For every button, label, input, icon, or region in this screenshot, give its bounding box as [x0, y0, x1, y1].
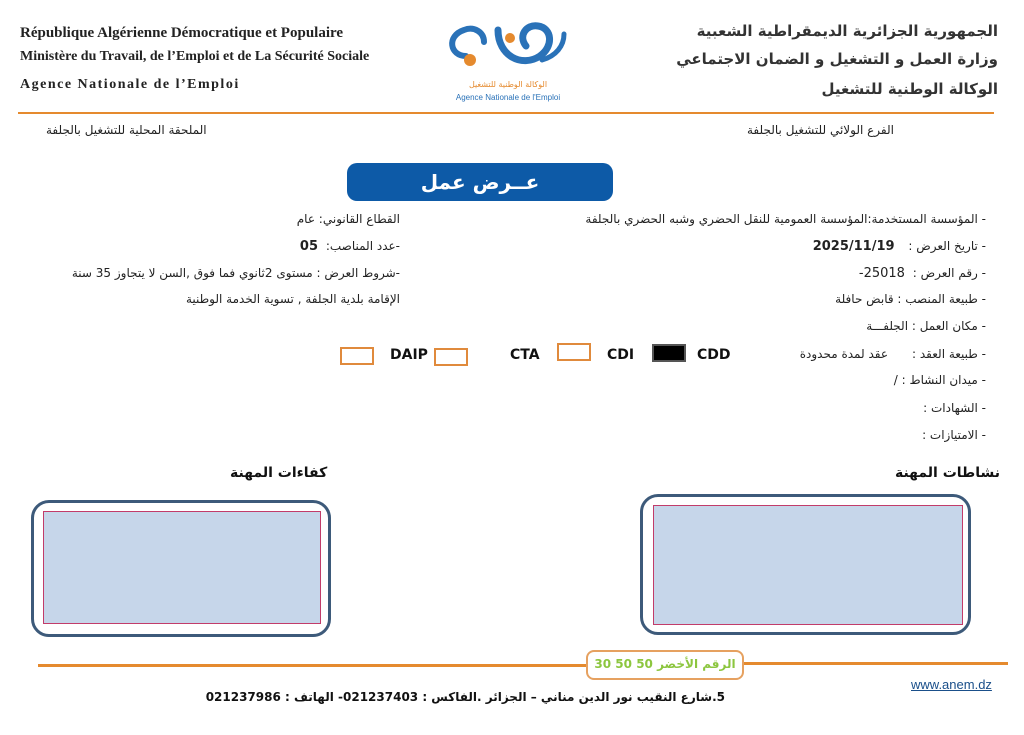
- green-number-badge: الرقم الأخضر 50 50 30: [586, 650, 744, 680]
- offer-number-label: - رقم العرض :: [912, 266, 986, 280]
- field-certificates: - الشهادات :: [923, 401, 986, 415]
- subheader-left: الملحقة المحلية للتشغيل بالجلفة: [46, 123, 207, 137]
- activities-title: نشاطات المهنة: [894, 465, 1000, 481]
- contract-label-cdd: CDD: [697, 347, 731, 363]
- field-offer-date: [813, 239, 986, 254]
- skills-title: كفاءات المهنة: [230, 465, 328, 481]
- field-contract-nature: - طبيعة العقد :: [912, 347, 986, 361]
- checkbox-cta[interactable]: [434, 348, 468, 366]
- header-ar-line3: الوكالة الوطنية للتشغيل: [821, 80, 998, 98]
- field-conditions-line2: الإقامة بلدية الجلفة , تسوية الخدمة الوطنية: [185, 292, 400, 306]
- offer-number-value: 25018-: [858, 266, 905, 281]
- checkbox-daip[interactable]: [340, 347, 374, 365]
- website-link[interactable]: www.anem.dz: [911, 677, 992, 692]
- header-fr-line2: Ministère du Travail, de l’Emploi et de La Sécurité Sociale: [20, 49, 370, 64]
- field-positions: [300, 239, 400, 254]
- footer-rule-left: [38, 664, 586, 667]
- field-work-place: - مكان العمل : الجلفـــة: [866, 319, 986, 333]
- subheader-right: الفرع الولائي للتشغيل بالجلفة: [747, 123, 894, 137]
- activities-panel-content[interactable]: [653, 505, 963, 625]
- offer-date-value: 2025/11/19: [812, 239, 895, 254]
- field-offer-number: [859, 266, 986, 281]
- offer-title-banner: عــرض عمل: [347, 163, 613, 201]
- header-fr-line3: Agence Nationale de l’Emploi: [20, 77, 240, 92]
- logo-ar-text: الوكالة الوطنية للتشغيل: [468, 80, 548, 89]
- field-privileges: - الامتيازات :: [922, 428, 986, 442]
- contract-label-daip: DAIP: [390, 347, 428, 363]
- field-legal-sector: القطاع القانوني: عام: [296, 212, 400, 226]
- field-activity: - ميدان النشاط : /: [893, 373, 986, 387]
- logo-mark-icon: [440, 16, 575, 84]
- agency-logo: [440, 16, 575, 106]
- skills-panel-content[interactable]: [43, 511, 321, 624]
- logo-fr-text: Agence Nationale de l'Emploi: [455, 93, 561, 102]
- activities-panel: [640, 494, 971, 635]
- footer-rule-right: [740, 662, 1008, 665]
- contract-label-cta: CTA: [510, 347, 540, 363]
- header-ar-line2: وزارة العمل و التشغيل و الضمان الاجتماعي: [676, 50, 998, 68]
- header-divider: [18, 112, 994, 114]
- checkbox-cdd[interactable]: [652, 344, 686, 362]
- offer-date-label: - تاريخ العرض :: [908, 239, 986, 253]
- field-post-nature: - طبيعة المنصب : قابض حافلة: [835, 292, 986, 306]
- positions-value: 05: [299, 239, 318, 254]
- positions-label: -عدد المناصب:: [325, 239, 400, 253]
- contract-label-cdi: CDI: [607, 347, 635, 363]
- header-ar-line1: الجمهورية الجزائرية الديمقراطية الشعبية: [696, 22, 998, 40]
- checkbox-cdi[interactable]: [557, 343, 591, 361]
- field-employer: - المؤسسة المستخدمة:المؤسسة العمومية للنقل الحضري وشبه الحضري بالجلفة: [585, 212, 986, 226]
- skills-panel: [31, 500, 331, 637]
- contract-nature-value: عقد لمدة محدودة: [799, 347, 888, 361]
- field-conditions-line1: -شروط العرض : مستوى 2ثانوي فما فوق ,السن لا يتجاوز 35 سنة: [71, 266, 400, 280]
- header-fr-line1: République Algérienne Démocratique et Populaire: [20, 25, 344, 41]
- footer-address: 5.شارع النقيب نور الدين مناني – الجزائر .الفاكس : 021237403- الهاتف : 021237986: [205, 690, 725, 704]
